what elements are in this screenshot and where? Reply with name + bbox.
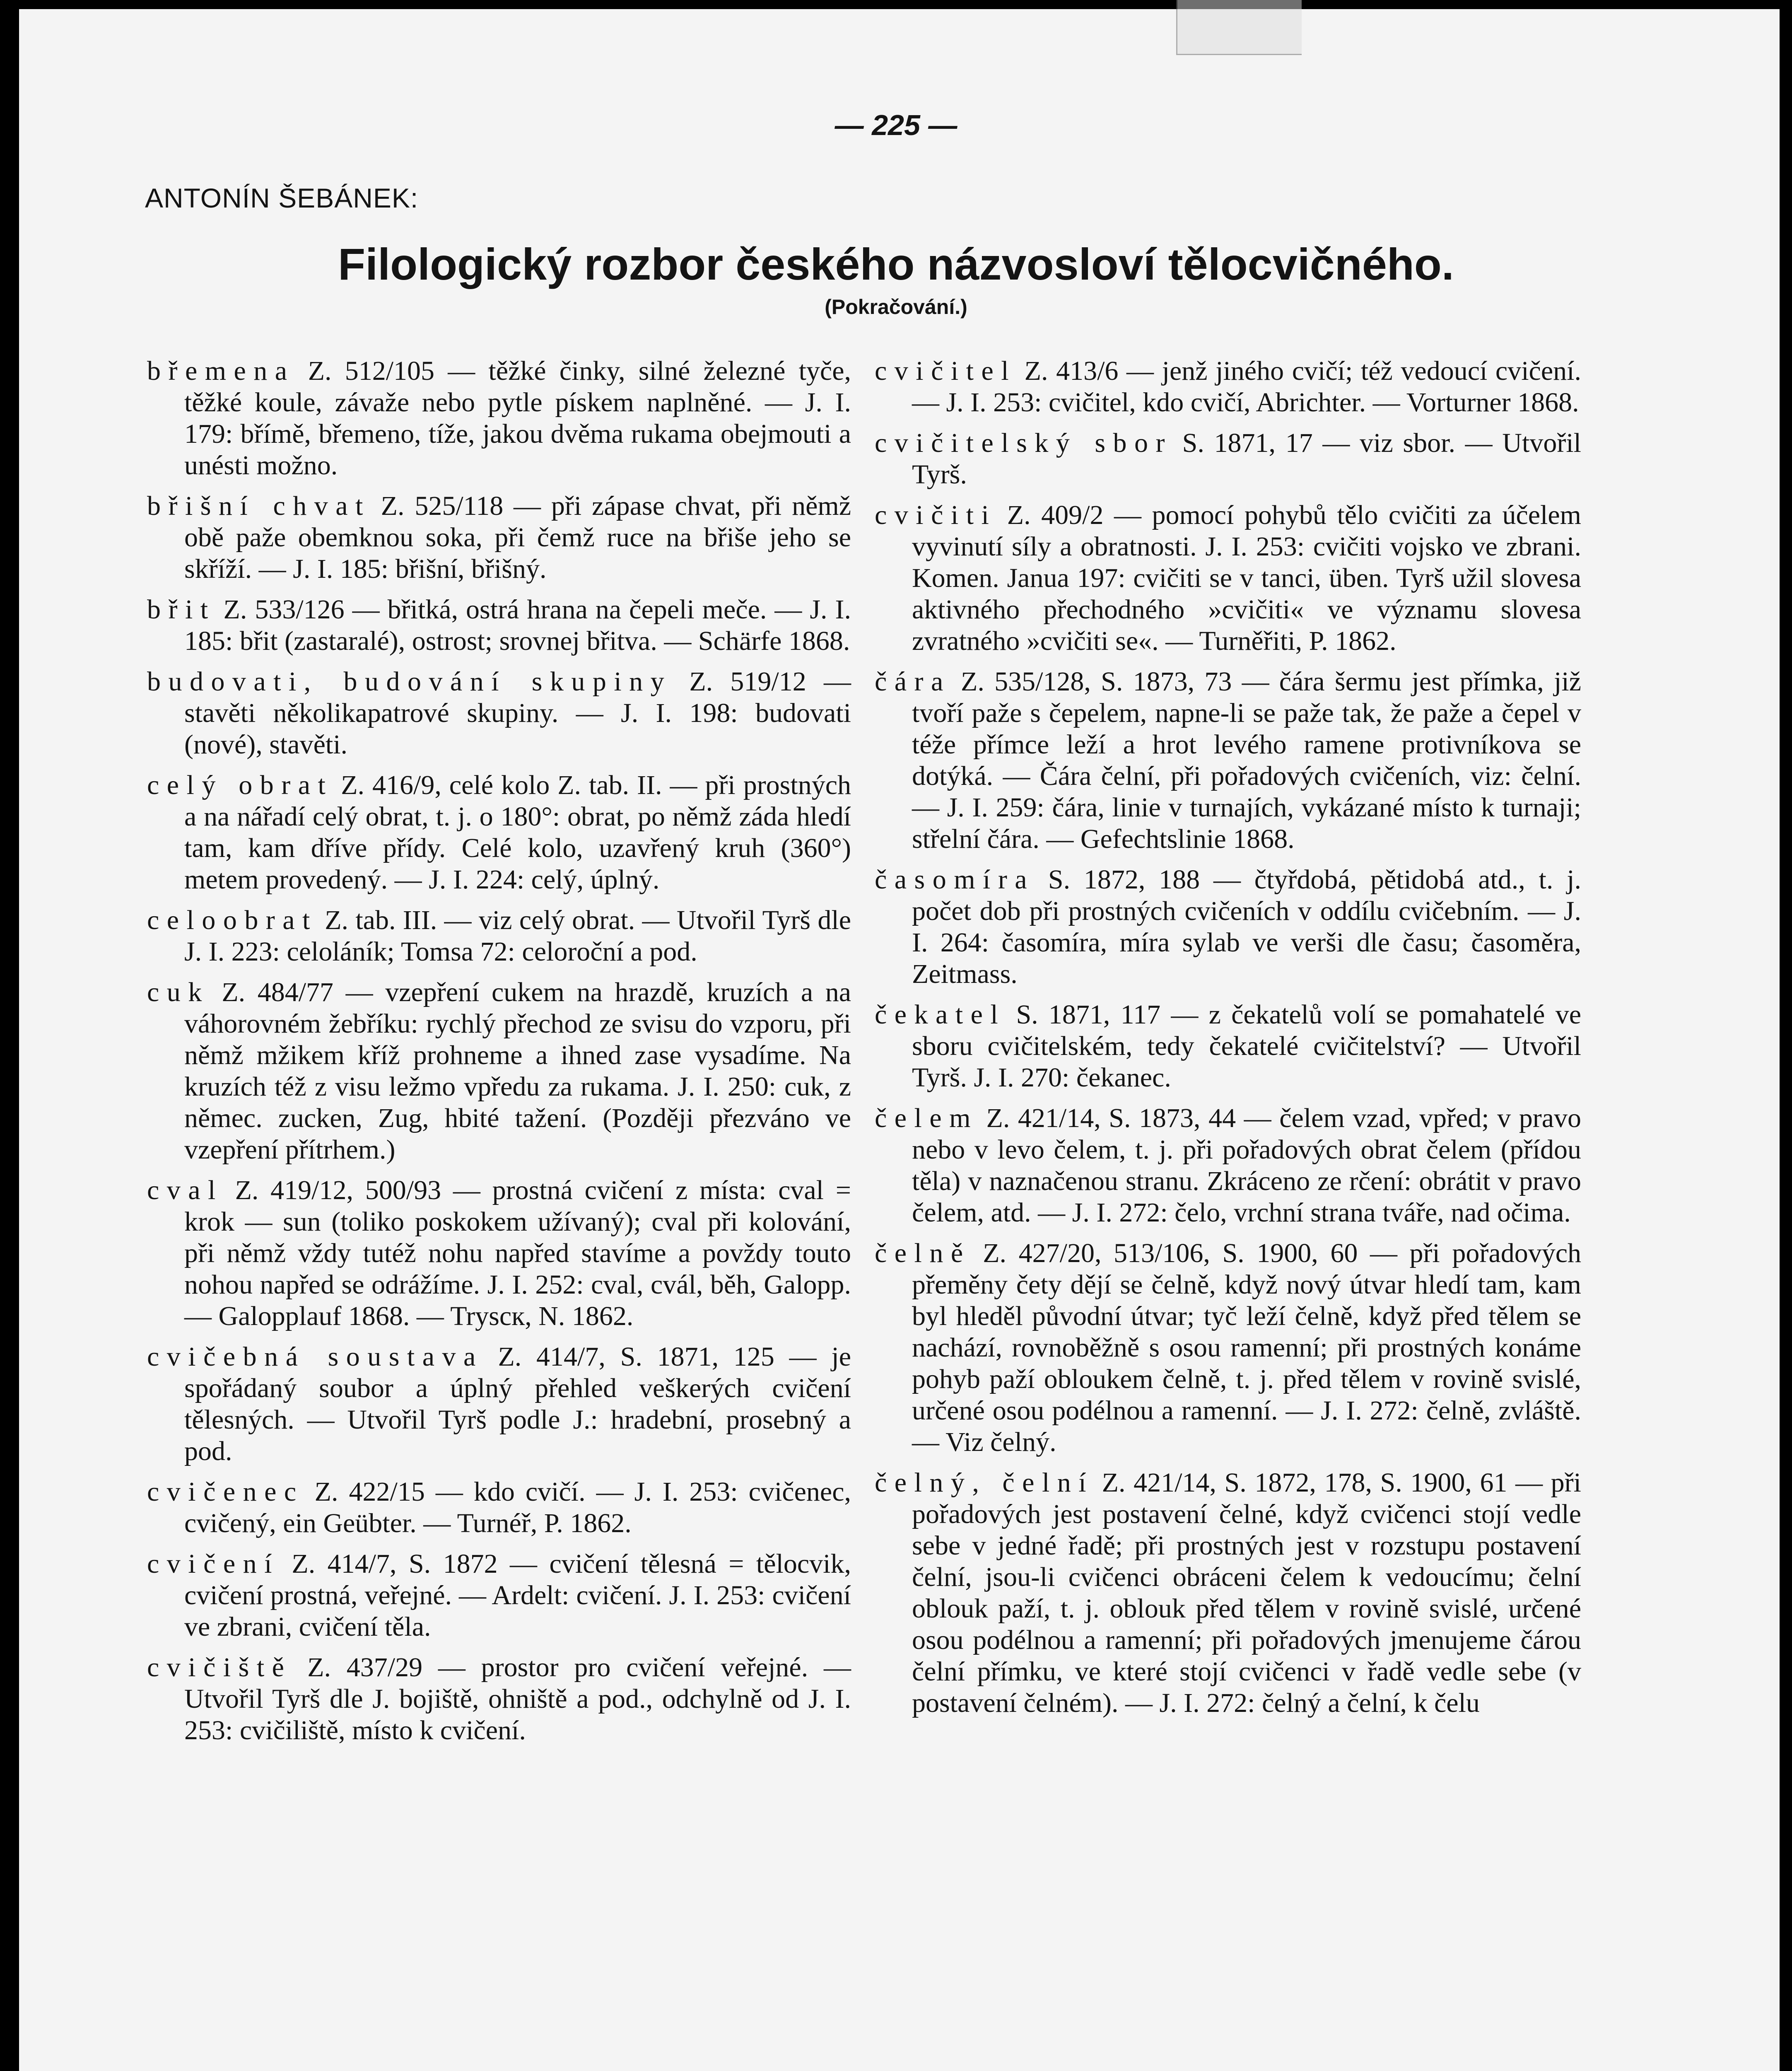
page-number: — 225 —	[834, 109, 958, 141]
entry-headword: čelný, čelní	[875, 1468, 1094, 1498]
article-subtitle: (Pokračování.)	[825, 295, 967, 319]
entry-definition: Z. 525/118 — při zápase chvat, při němž obě paže obemknou soka, při čemž ruce na břiše jeho se skříží. — J. I. 185: břišní, břišný.	[184, 491, 851, 584]
entry-definition: Z. 421/14, S. 1872, 178, S. 1900, 61 — při pořadových jest postavení čelné, když cvičenci stojí vedle sebe v jedné řadě; při prostných jest v rozstupu postavení čelní, jsou-li cvičenci obráceni čelem k vedoucímu; čelní oblouk paží, t. j. oblouk před tělem v rovině svislé, určené osou podélnou a ramenní; při pořadových jmenujeme čárou čelní přímku, ve které stojí cvičenci v řadě vedle sebe (v postavení čelném). — J. I. 272: čelný a čelní, k čelu	[912, 1468, 1581, 1718]
entry-headword: cvičiti	[875, 500, 997, 530]
entry-headword: cvičitelský sbor	[875, 428, 1172, 458]
entry-headword: břemena	[147, 356, 295, 386]
dictionary-entry	[875, 666, 1581, 855]
entry-definition: Z. 421/14, S. 1873, 44 — čelem vzad, vpřed; v pravo nebo v levo čelem, t. j. při pořadových obrat čelem (přídou těla) v naznačenou stranu. Zkráceno ze rčení: obrátit v pravo čelem, atd. — J. I. 272: čelo, vrchní strana tváře, nad očima.	[912, 1103, 1581, 1228]
entry-definition: Z. 419/12, 500/93 — prostná cvičení z místa: cval = krok — sun (toliko poskokem užívaný); cval při kolování, při němž vždy tutéž nohu napřed stavíme a povždy touto nohou napřed se odrážíme. J. I. 252: cval, cvál, běh, Galopp. — Galopplauf 1868. — Tryscк, N. 1862.	[184, 1175, 851, 1331]
dictionary-entry	[875, 999, 1581, 1093]
scan-border-top	[0, 0, 1792, 9]
entry-headword: cvičebná soustava	[147, 1342, 483, 1372]
entry-headword: celý obrat	[147, 770, 333, 800]
dictionary-entry	[147, 490, 851, 585]
entry-headword: celoobrat	[147, 905, 318, 935]
entry-headword: cvičenec	[147, 1477, 304, 1507]
entry-headword: čelně	[875, 1238, 971, 1268]
entry-definition: Z. 437/29 — prostor pro cvičení veřejné. — Utvořil Tyrš dle J. bojiště, ohniště a pod., odchylně od J. I. 253: cvičiliště, místo k cvičení.	[184, 1652, 851, 1745]
dictionary-entry	[875, 1103, 1581, 1229]
entry-headword: cval	[147, 1175, 223, 1205]
entry-headword: cvičení	[147, 1549, 280, 1579]
dictionary-entry	[875, 864, 1581, 990]
entry-definition: Z. 519/12 — stavěti několikapatrové skupiny. — J. I. 198: budovati (nové), stavěti.	[184, 666, 851, 760]
entry-definition: Z. 484/77 — vzepření cukem na hrazdě, kruzích a na váhorovném žebříku: rychlý přechod ze svisu do vzporu, při němž mžikem kříž prohneme a ihned zase vysadíme. Na kruzích též z visu ležmo vpředu za rukama. J. I. 250: cuk, z němec. zucken, Zug, hbité tažení. (Později přezváno ve vzepření přítrhem.)	[184, 977, 851, 1165]
dictionary-entry	[875, 1238, 1581, 1458]
entry-headword: břišní chvat	[147, 491, 371, 521]
entry-headword: budovati, budování skupiny	[147, 666, 672, 697]
scan-corner-artifact	[1176, 0, 1302, 55]
entry-headword: časomíra	[875, 864, 1035, 895]
dictionary-entry	[147, 666, 851, 760]
entry-definition: Z. 422/15 — kdo cvičí. — J. I. 253: cvičenec, cvičený, ein Geübter. — Turnéř, P. 1862.	[184, 1477, 851, 1538]
entry-definition: Z. 533/126 — břitká, ostrá hrana na čepeli meče. — J. I. 185: břit (zastaralé), ostrost; srovnej břitva. — Schärfe 1868.	[184, 594, 851, 656]
dictionary-entry	[147, 770, 851, 896]
entry-headword: břit	[147, 594, 216, 625]
entry-headword: čelem	[875, 1103, 978, 1133]
entry-definition: Z. 535/128, S. 1873, 73 — čára šermu jest přímka, již tvoří paže s čepelem, napne-li se paže tak, že paže a čepel v téže přímce leží a hrot levého ramene protivníkova se dotýká. — Čára čelní, při pořadových cvičeních, viz: čelní. — J. I. 259: čára, linie v turnajích, vykázané místo k turnaji; střelní čára. — Gefechtslinie 1868.	[912, 666, 1581, 854]
dictionary-entry	[875, 1467, 1581, 1719]
article-title: Filologický rozbor českého názvosloví tělocvičného.	[338, 239, 1454, 289]
dictionary-entry	[147, 977, 851, 1166]
dictionary-entry	[147, 1652, 851, 1746]
entry-headword: cvičiště	[147, 1652, 292, 1682]
dictionary-entry	[147, 594, 851, 657]
entry-definition: S. 1871, 117 — z čekatelů volí se pomahatelé ve sboru cvičitelském, tedy čekatelé cvičitelství? — Utvořil Tyrš. J. I. 270: čekanec.	[912, 999, 1581, 1093]
dictionary-entry	[147, 355, 851, 481]
entry-definition: Z. 427/20, 513/106, S. 1900, 60 — při pořadových přeměny čety dějí se čelně, když nový útvar hledí tam, kam byl hleděl původní útvar; tyč leží čelně, když před tělem se nachází, rovnoběžně s osou ramenní; při prostných konáme pohyb paží obloukem čelně, t. j. před tělem v rovině svislé, určené osou podélnou a ramenní. — J. I. 272: čelně, zvláště. — Viz čelný.	[912, 1238, 1581, 1457]
author-name: ANTONÍN ŠEBÁNEK:	[145, 183, 419, 213]
entry-definition: Z. 512/105 — těžké činky, silné železné tyče, těžké koule, závaže nebo pytle pískem naplněné. — J. I. 179: břímě, břemeno, tíže, jakou dvěma rukama obejmouti a unésti možno.	[184, 356, 851, 480]
entry-definition: Z. tab. III. — viz celý obrat. — Utvořil Tyrš dle J. I. 223: celoláník; Tomsa 72: celoroční a pod.	[184, 905, 851, 967]
dictionary-entry	[875, 355, 1581, 418]
entry-definition: S. 1872, 188 — čtyřdobá, pětidobá atd., t. j. počet dob při prostných cvičeních v oddílu cvičebním. — J. I. 264: časomíra, míra sylab ve verši dle času; časoměra, Zeitmass.	[912, 864, 1581, 989]
entry-headword: cvičitel	[875, 356, 1017, 386]
dictionary-entry	[147, 1476, 851, 1539]
entry-definition: Z. 416/9, celé kolo Z. tab. II. — při prostných a na nářadí celý obrat, t. j. o 180°: obrat, po němž záda hledí tam, kam dříve přídy. Celé kolo, uzavřený kruh (360°) metem provedený. — J. I. 224: celý, úplný.	[184, 770, 851, 895]
entry-headword: čára	[875, 666, 951, 697]
right-column	[875, 355, 1581, 1728]
entry-headword: čekatel	[875, 999, 1006, 1030]
dictionary-entry	[147, 905, 851, 968]
dictionary-entry	[147, 1175, 851, 1332]
dictionary-entry	[875, 500, 1581, 657]
entry-definition: Z. 414/7, S. 1871, 125 — je spořádaný soubor a úplný přehled veškerých cvičení tělesných. — Utvořil Tyrš podle J.: hradební, prosebný a pod.	[184, 1342, 851, 1466]
entry-definition: S. 1871, 17 — viz sbor. — Utvořil Tyrš.	[912, 428, 1581, 490]
dictionary-entry	[147, 1341, 851, 1467]
dictionary-entry	[875, 427, 1581, 490]
dictionary-entry	[147, 1548, 851, 1643]
entry-definition: Z. 409/2 — pomocí pohybů tělo cvičiti za účelem vyvinutí síly a obratnosti. J. I. 253: cvičiti vojsko ve zbrani. Komen. Janua 197: cvičiti se v tanci, üben. Tyrš užil slovesa aktivného přechodného »cvičiti« ve významu slovesa zvratného »cvičiti se«. — Turněřiti, P. 1862.	[912, 500, 1581, 656]
entry-definition: Z. 414/7, S. 1872 — cvičení tělesná = tělocvik, cvičení prostná, veřejné. — Ardelt: cvičení. J. I. 253: cvičení ve zbrani, cvičení těla.	[184, 1549, 851, 1642]
entry-definition: Z. 413/6 — jenž jiného cvičí; též vedoucí cvičení. — J. I. 253: cvičitel, kdo cvičí, Abrichter. — Vorturner 1868.	[912, 356, 1581, 418]
entry-headword: cuk	[147, 977, 210, 1007]
left-column	[147, 355, 851, 1755]
